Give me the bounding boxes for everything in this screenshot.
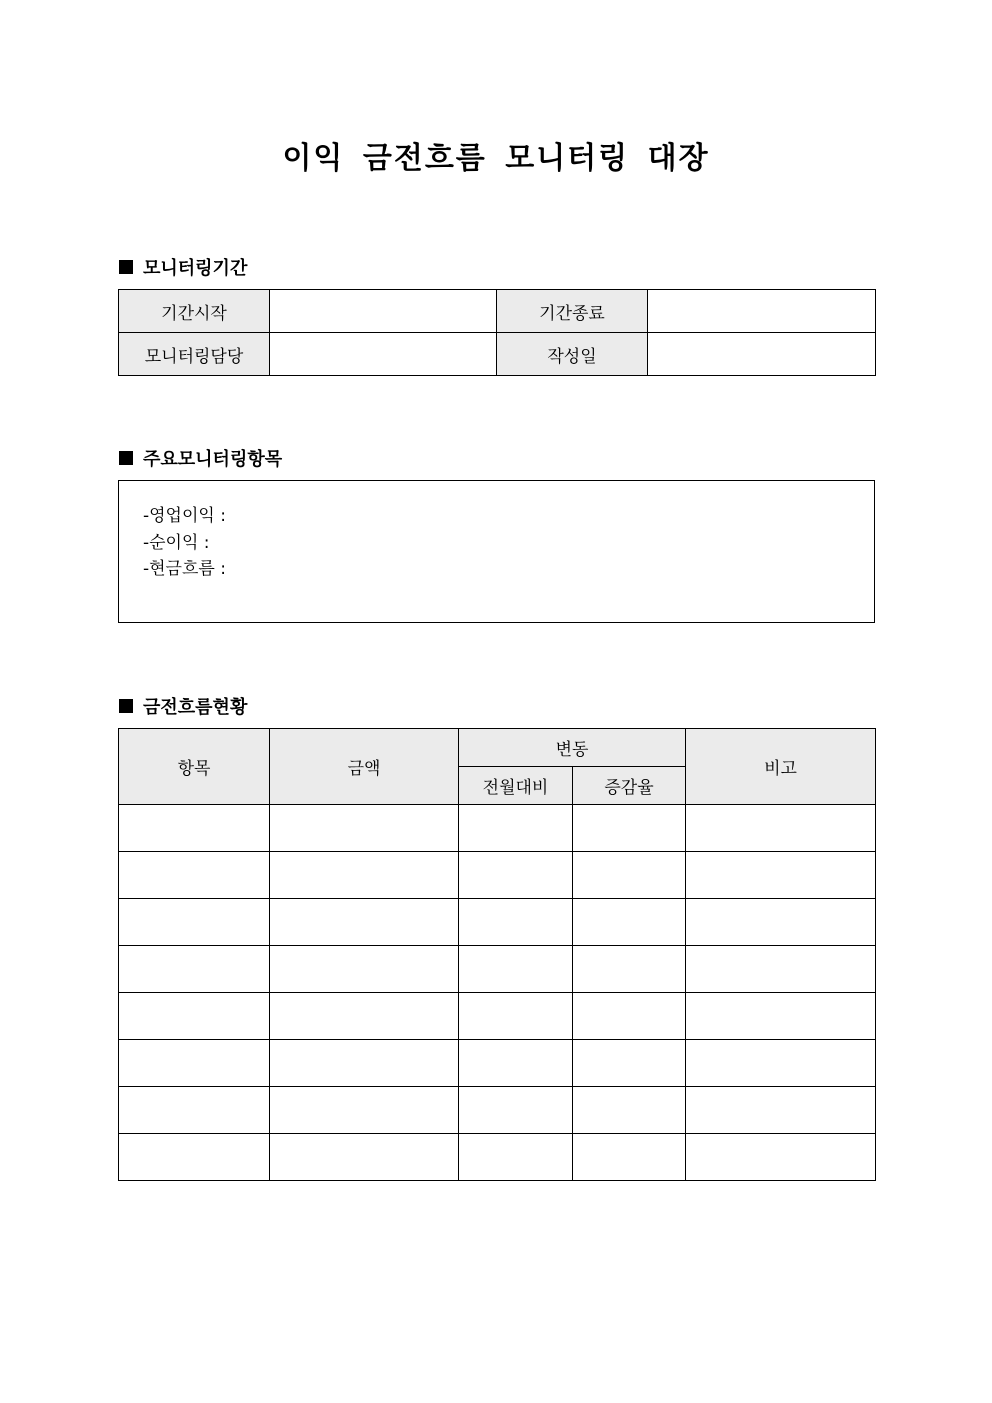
month-over-month-cell[interactable] [459, 993, 573, 1040]
document-title: 이익 금전흐름 모니터링 대장 [282, 141, 710, 176]
month-over-month-cell[interactable] [459, 1134, 573, 1181]
header-amount: 금액 [270, 729, 459, 805]
table-row [119, 946, 876, 993]
item-cell[interactable] [119, 1040, 270, 1087]
change-rate-cell[interactable] [573, 946, 686, 993]
item-cell[interactable] [119, 805, 270, 852]
period-end-field[interactable] [648, 290, 876, 333]
amount-cell[interactable] [270, 852, 459, 899]
table-row [119, 1040, 876, 1087]
monitor-owner-field[interactable] [270, 333, 497, 376]
change-rate-cell[interactable] [573, 805, 686, 852]
table-row [119, 290, 876, 333]
header-note: 비고 [686, 729, 876, 805]
note-cell[interactable] [686, 1134, 876, 1181]
item-cell[interactable] [119, 993, 270, 1040]
change-rate-cell[interactable] [573, 852, 686, 899]
items-section-heading [119, 445, 282, 471]
amount-cell[interactable] [270, 1134, 459, 1181]
note-cell[interactable] [686, 1040, 876, 1087]
square-bullet-icon [119, 260, 133, 274]
header-item: 항목 [119, 729, 270, 805]
change-rate-cell[interactable] [573, 1040, 686, 1087]
table-row [119, 333, 876, 376]
amount-cell[interactable] [270, 805, 459, 852]
month-over-month-cell[interactable] [459, 899, 573, 946]
amount-cell[interactable] [270, 993, 459, 1040]
note-cell[interactable] [686, 993, 876, 1040]
amount-cell[interactable] [270, 1040, 459, 1087]
written-date-label: 작성일 [497, 333, 648, 376]
period-start-field[interactable] [270, 290, 497, 333]
item-cell[interactable] [119, 1134, 270, 1181]
month-over-month-cell[interactable] [459, 805, 573, 852]
change-rate-cell[interactable] [573, 899, 686, 946]
period-end-label: 기간종료 [497, 290, 648, 333]
header-month-over-month: 전월대비 [459, 767, 573, 805]
item-cell[interactable] [119, 1087, 270, 1134]
amount-cell[interactable] [270, 1087, 459, 1134]
table-row [119, 1134, 876, 1181]
month-over-month-cell[interactable] [459, 946, 573, 993]
item-cell[interactable] [119, 852, 270, 899]
period-start-label: 기간시작 [119, 290, 270, 333]
month-over-month-cell[interactable] [459, 852, 573, 899]
header-change: 변동 [459, 729, 686, 767]
amount-cell[interactable] [270, 899, 459, 946]
table-row [119, 1087, 876, 1134]
amount-cell[interactable] [270, 946, 459, 993]
change-rate-cell[interactable] [573, 993, 686, 1040]
items-section-title: 주요모니터링항목 [143, 449, 283, 470]
monitor-owner-label: 모니터링담당 [119, 333, 270, 376]
table-header-row [119, 729, 876, 767]
cash-flow-status-table [118, 728, 876, 1181]
note-cell[interactable] [686, 946, 876, 993]
written-date-field[interactable] [648, 333, 876, 376]
cash-flow-line: -현금흐름 : [143, 559, 226, 579]
status-table-body [119, 805, 876, 1181]
item-cell[interactable] [119, 899, 270, 946]
operating-profit-line: -영업이익 : [143, 506, 226, 526]
change-rate-cell[interactable] [573, 1134, 686, 1181]
note-cell[interactable] [686, 805, 876, 852]
item-cell[interactable] [119, 946, 270, 993]
square-bullet-icon [119, 699, 133, 713]
note-cell[interactable] [686, 852, 876, 899]
month-over-month-cell[interactable] [459, 1040, 573, 1087]
note-cell[interactable] [686, 1087, 876, 1134]
change-rate-cell[interactable] [573, 1087, 686, 1134]
status-section-title: 금전흐름현황 [143, 697, 248, 718]
note-cell[interactable] [686, 899, 876, 946]
header-change-rate: 증감율 [573, 767, 686, 805]
net-profit-line: -순이익 : [143, 533, 210, 553]
table-row [119, 899, 876, 946]
table-row [119, 852, 876, 899]
table-row [119, 993, 876, 1040]
table-row [119, 805, 876, 852]
period-table [118, 289, 876, 376]
month-over-month-cell[interactable] [459, 1087, 573, 1134]
monitoring-items-box[interactable] [118, 480, 875, 623]
period-section-heading [119, 254, 247, 280]
status-section-heading [119, 693, 247, 719]
square-bullet-icon [119, 451, 133, 465]
period-section-title: 모니터링기간 [143, 258, 248, 279]
